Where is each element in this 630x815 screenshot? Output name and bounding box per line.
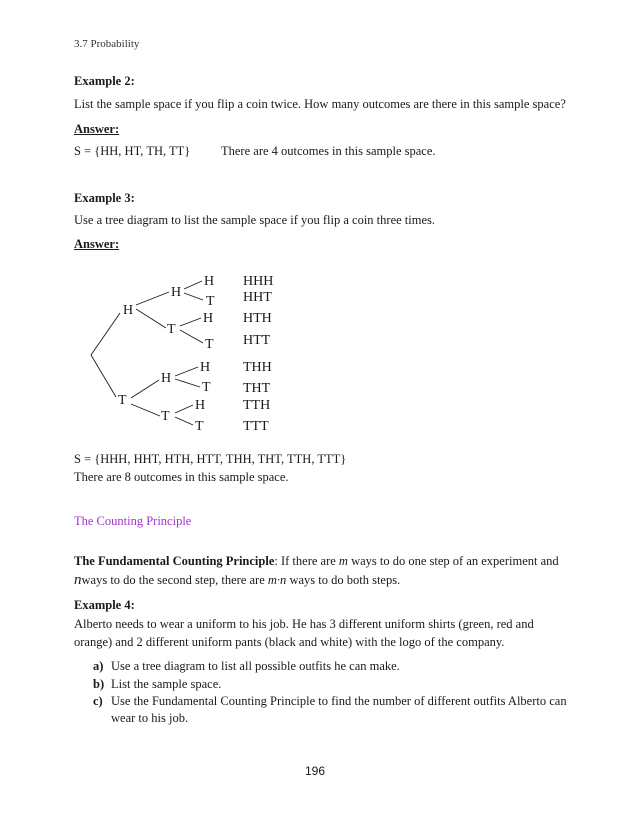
tree-l2-node-2: T <box>167 322 176 337</box>
item-c-text-line-1: Use the Fundamental Counting Principle to find the number of different outfits Alberto can <box>111 694 567 708</box>
fcp-mn: m·n <box>267 573 287 587</box>
tree-outcome-8: TTT <box>243 419 269 434</box>
tree-branches <box>91 281 206 425</box>
tree-l2-node-4: T <box>161 409 170 424</box>
example-2-title: Example 2: <box>74 74 135 88</box>
tree-l2-node-3: H <box>161 371 172 386</box>
tree-l3-node-1: H <box>204 274 215 289</box>
example-4-text-line-1: Alberto needs to wear a uniform to his job. He has 3 different uniform shirts (green, red and <box>74 617 534 631</box>
example-3-question: Use a tree diagram to list the sample space if you flip a coin three times. <box>74 213 435 227</box>
example-3-outcomes-note: There are 8 outcomes in this sample space. <box>74 470 289 484</box>
tree-outcome-5: THH <box>243 360 272 375</box>
example-3-answer-label: Answer: <box>74 237 120 251</box>
tree-l1-node-1: H <box>123 303 134 318</box>
tree-outcome-1: HHH <box>243 274 274 289</box>
example-4-title: Example 4: <box>74 598 135 612</box>
page-number: 196 <box>304 764 326 778</box>
fcp-line-2: nways to do the second step, there are m·n ways to do both steps. <box>74 572 401 588</box>
tree-l1-node-2: T <box>118 393 127 408</box>
item-a-label: a) <box>93 659 104 673</box>
tree-l3-node-6: T <box>202 380 211 395</box>
tree-l3-node-2: T <box>206 294 215 309</box>
tree-l3-node-4: T <box>205 337 214 352</box>
section-heading: The Counting Principle <box>74 514 192 528</box>
tree-l3-node-5: H <box>200 360 211 375</box>
tree-l3-node-8: T <box>195 419 204 434</box>
example-2-outcomes-note: There are 4 outcomes in this sample space. <box>221 144 436 158</box>
example-4-text-line-2: orange) and 2 different uniform pants (black and white) with the logo of the company. <box>74 635 505 649</box>
running-head: 3.7 Probability <box>74 38 140 50</box>
item-b-label: b) <box>93 677 105 691</box>
fcp-m: m <box>338 554 348 568</box>
tree-outcome-2: HHT <box>243 290 272 305</box>
fcp-line-1: The Fundamental Counting Principle: If there are m ways to do one step of an experiment and <box>74 554 559 568</box>
item-c-text-line-2: wear to his job. <box>111 711 189 725</box>
example-2-sample-space: S = {HH, HT, TH, TT} <box>74 144 191 158</box>
tree-l2-node-1: H <box>171 285 182 300</box>
tree-l3-node-3: H <box>203 311 214 326</box>
tree-l3-node-7: H <box>195 398 206 413</box>
example-2-question: List the sample space if you flip a coin twice. How many outcomes are there in this sample space? <box>74 97 566 111</box>
tree-outcome-6: THT <box>243 381 271 396</box>
tree-outcome-3: HTH <box>243 311 272 326</box>
tree-outcome-7: TTH <box>243 398 271 413</box>
item-c-label: c) <box>93 694 103 708</box>
example-3-title: Example 3: <box>74 191 135 205</box>
item-a-text: Use a tree diagram to list all possible outfits he can make. <box>111 659 400 673</box>
fcp-title: The Fundamental Counting Principle <box>74 554 275 568</box>
example-2-answer-label: Answer: <box>74 122 120 136</box>
example-3-sample-space: S = {HHH, HHT, HTH, HTT, THH, THT, TTH, TTT} <box>74 452 347 466</box>
fcp-n: n <box>74 572 82 588</box>
tree-outcome-4: HTT <box>243 333 271 348</box>
item-b-text: List the sample space. <box>111 677 222 691</box>
